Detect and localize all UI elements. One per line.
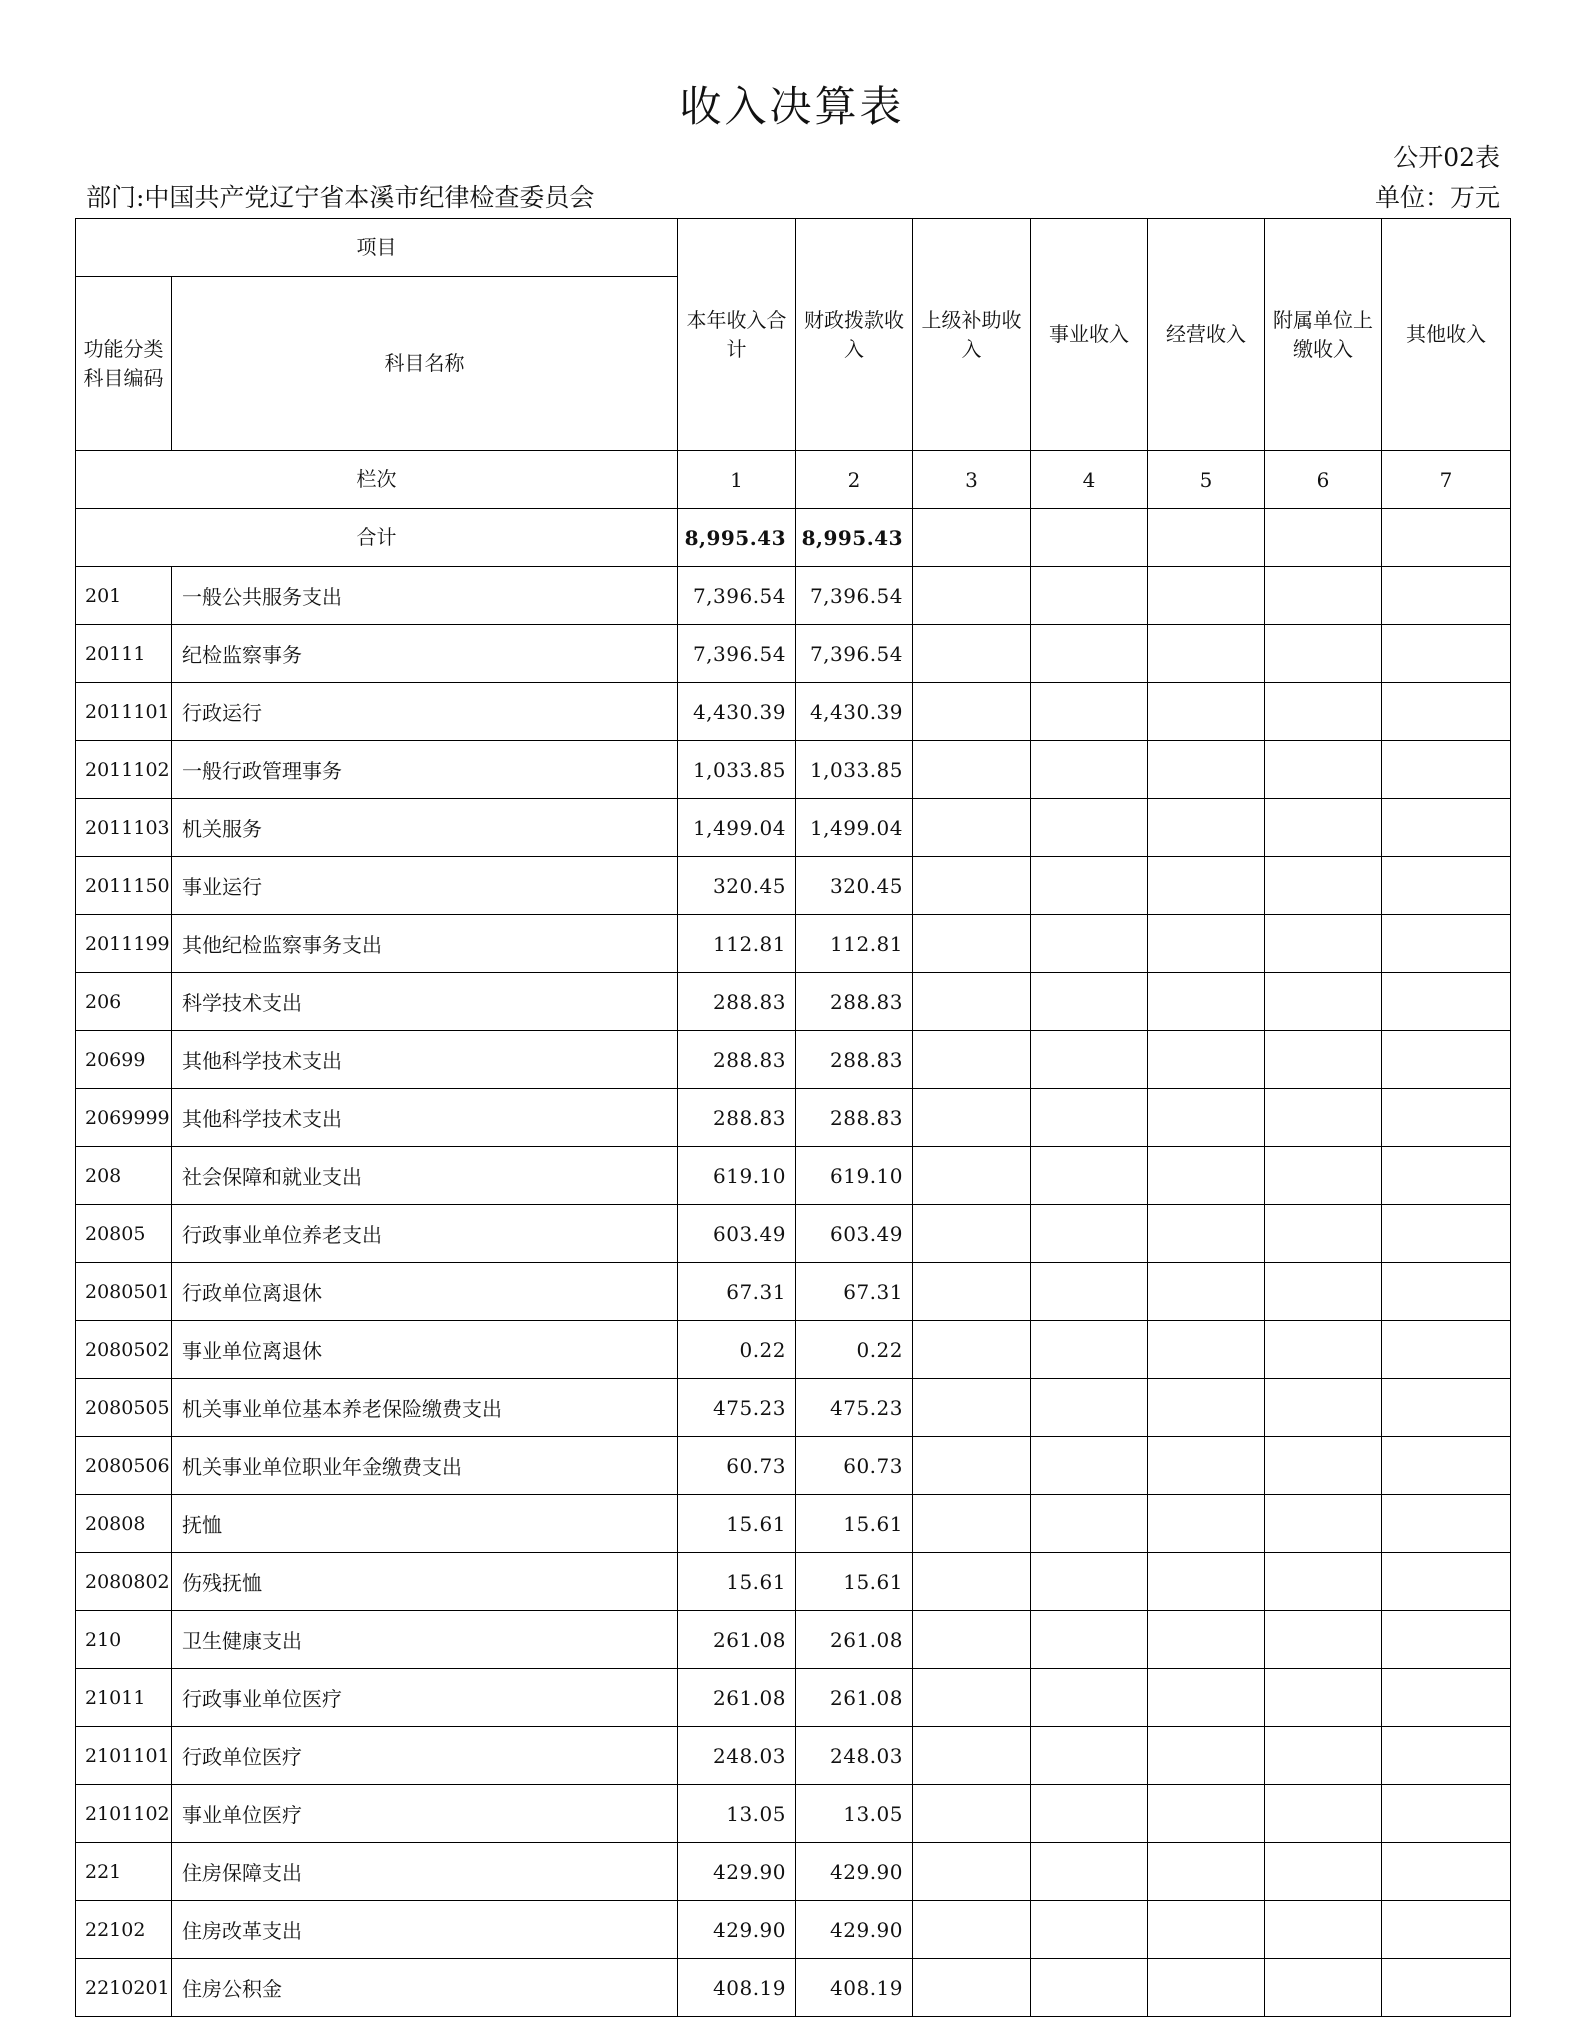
column-header: 附属单位上缴收入 <box>1265 219 1382 451</box>
unit-label: 单位：万元 <box>1374 183 1500 212</box>
empty-cell <box>913 1901 1031 1959</box>
empty-cell <box>1382 509 1511 567</box>
empty-cell <box>1265 1727 1382 1785</box>
empty-cell <box>913 915 1031 973</box>
empty-cell <box>1265 1495 1382 1553</box>
empty-cell <box>1148 1495 1265 1553</box>
column-header: 上级补助收入 <box>913 219 1031 451</box>
row-index-label: 栏次 <box>76 451 678 509</box>
table-row <box>76 1611 1511 1669</box>
row-total-income: 1,033.85 <box>678 741 796 799</box>
row-code: 2210201 <box>76 1959 172 2017</box>
table-row <box>76 1727 1511 1785</box>
empty-cell <box>1265 1437 1382 1495</box>
table-row <box>76 567 1511 625</box>
empty-cell <box>1148 1669 1265 1727</box>
row-subject-name: 其他科学技术支出 <box>172 1031 678 1089</box>
empty-cell <box>1265 1843 1382 1901</box>
project-header: 项目 <box>76 219 678 277</box>
empty-cell <box>1382 915 1511 973</box>
empty-cell <box>1382 1089 1511 1147</box>
row-code: 2069999 <box>76 1089 172 1147</box>
row-code: 22102 <box>76 1901 172 1959</box>
table-row <box>76 683 1511 741</box>
empty-cell <box>1382 1959 1511 2017</box>
row-code: 21011 <box>76 1669 172 1727</box>
row-subject-name: 行政单位医疗 <box>172 1727 678 1785</box>
row-index-number: 5 <box>1148 451 1265 509</box>
row-code: 210 <box>76 1611 172 1669</box>
row-fiscal-allocation: 7,396.54 <box>796 625 913 683</box>
row-code: 2080501 <box>76 1263 172 1321</box>
empty-cell <box>1148 1901 1265 1959</box>
empty-cell <box>1148 1611 1265 1669</box>
row-code: 2080802 <box>76 1553 172 1611</box>
empty-cell <box>1031 1263 1148 1321</box>
empty-cell <box>1031 683 1148 741</box>
empty-cell <box>1382 1379 1511 1437</box>
column-header: 其他收入 <box>1382 219 1511 451</box>
row-total-income: 288.83 <box>678 1031 796 1089</box>
empty-cell <box>1265 1205 1382 1263</box>
empty-cell <box>1031 1379 1148 1437</box>
row-code: 2011101 <box>76 683 172 741</box>
row-code: 208 <box>76 1147 172 1205</box>
row-total-income: 112.81 <box>678 915 796 973</box>
row-fiscal-allocation: 1,033.85 <box>796 741 913 799</box>
row-subject-name: 机关事业单位基本养老保险缴费支出 <box>172 1379 678 1437</box>
empty-cell <box>913 1611 1031 1669</box>
row-fiscal-allocation: 261.08 <box>796 1611 913 1669</box>
empty-cell <box>1265 973 1382 1031</box>
empty-cell <box>913 1263 1031 1321</box>
row-index-number: 3 <box>913 451 1031 509</box>
row-code: 221 <box>76 1843 172 1901</box>
empty-cell <box>1031 1321 1148 1379</box>
empty-cell <box>1265 1379 1382 1437</box>
row-code: 2101102 <box>76 1785 172 1843</box>
empty-cell <box>1382 857 1511 915</box>
row-subject-name: 行政单位离退休 <box>172 1263 678 1321</box>
empty-cell <box>1382 1553 1511 1611</box>
table-row <box>76 1495 1511 1553</box>
empty-cell <box>1382 625 1511 683</box>
empty-cell <box>1382 1147 1511 1205</box>
row-subject-name: 纪检监察事务 <box>172 625 678 683</box>
empty-cell <box>1265 1611 1382 1669</box>
row-index-number: 1 <box>678 451 796 509</box>
empty-cell <box>913 1495 1031 1553</box>
empty-cell <box>913 509 1031 567</box>
row-total-income: 67.31 <box>678 1263 796 1321</box>
empty-cell <box>1265 567 1382 625</box>
table-row <box>76 915 1511 973</box>
row-code: 2011150 <box>76 857 172 915</box>
total-fiscal-value: 8,995.43 <box>796 509 913 567</box>
row-code: 2080505 <box>76 1379 172 1437</box>
column-header: 财政拨款收入 <box>796 219 913 451</box>
empty-cell <box>913 1321 1031 1379</box>
row-fiscal-allocation: 60.73 <box>796 1437 913 1495</box>
empty-cell <box>913 741 1031 799</box>
empty-cell <box>1265 625 1382 683</box>
empty-cell <box>1031 1031 1148 1089</box>
row-fiscal-allocation: 288.83 <box>796 973 913 1031</box>
row-subject-name: 住房保障支出 <box>172 1843 678 1901</box>
empty-cell <box>1265 1785 1382 1843</box>
table-row <box>76 857 1511 915</box>
empty-cell <box>1031 799 1148 857</box>
row-index-number: 6 <box>1265 451 1382 509</box>
row-code: 20111 <box>76 625 172 683</box>
empty-cell <box>1265 1321 1382 1379</box>
table-row <box>76 1321 1511 1379</box>
empty-cell <box>1382 1263 1511 1321</box>
empty-cell <box>1265 915 1382 973</box>
empty-cell <box>1031 1437 1148 1495</box>
empty-cell <box>1148 567 1265 625</box>
empty-cell <box>1382 1611 1511 1669</box>
empty-cell <box>1031 857 1148 915</box>
row-index-number: 7 <box>1382 451 1511 509</box>
empty-cell <box>1031 915 1148 973</box>
income-table <box>75 218 1511 2017</box>
row-total-income: 261.08 <box>678 1669 796 1727</box>
empty-cell <box>1148 1089 1265 1147</box>
empty-cell <box>1265 1959 1382 2017</box>
empty-cell <box>1148 1263 1265 1321</box>
empty-cell <box>1148 1785 1265 1843</box>
row-index-number: 4 <box>1031 451 1148 509</box>
row-subject-name: 事业单位离退休 <box>172 1321 678 1379</box>
empty-cell <box>913 567 1031 625</box>
row-total-income: 4,430.39 <box>678 683 796 741</box>
row-subject-name: 社会保障和就业支出 <box>172 1147 678 1205</box>
empty-cell <box>1148 1843 1265 1901</box>
row-fiscal-allocation: 320.45 <box>796 857 913 915</box>
row-fiscal-allocation: 603.49 <box>796 1205 913 1263</box>
empty-cell <box>1265 683 1382 741</box>
row-fiscal-allocation: 4,430.39 <box>796 683 913 741</box>
empty-cell <box>913 1437 1031 1495</box>
row-total-income: 408.19 <box>678 1959 796 2017</box>
row-fiscal-allocation: 15.61 <box>796 1553 913 1611</box>
row-total-income: 13.05 <box>678 1785 796 1843</box>
form-number: 公开02表 <box>1393 143 1500 172</box>
empty-cell <box>1382 973 1511 1031</box>
row-subject-name: 机关服务 <box>172 799 678 857</box>
empty-cell <box>913 1669 1031 1727</box>
row-subject-name: 行政运行 <box>172 683 678 741</box>
empty-cell <box>1148 1205 1265 1263</box>
code-header: 功能分类科目编码 <box>76 277 172 451</box>
empty-cell <box>1148 741 1265 799</box>
row-fiscal-allocation: 429.90 <box>796 1901 913 1959</box>
empty-cell <box>1148 857 1265 915</box>
table-row <box>76 1379 1511 1437</box>
empty-cell <box>1148 799 1265 857</box>
row-fiscal-allocation: 67.31 <box>796 1263 913 1321</box>
empty-cell <box>1265 1147 1382 1205</box>
row-total-income: 248.03 <box>678 1727 796 1785</box>
empty-cell <box>1031 741 1148 799</box>
row-fiscal-allocation: 475.23 <box>796 1379 913 1437</box>
row-subject-name: 事业运行 <box>172 857 678 915</box>
empty-cell <box>1265 1089 1382 1147</box>
empty-cell <box>1382 1031 1511 1089</box>
empty-cell <box>1031 509 1148 567</box>
empty-cell <box>1148 1959 1265 2017</box>
table-row <box>76 1843 1511 1901</box>
empty-cell <box>1265 1553 1382 1611</box>
empty-cell <box>1031 973 1148 1031</box>
empty-cell <box>1031 1147 1148 1205</box>
department-label: 部门:中国共产党辽宁省本溪市纪律检查委员会 <box>86 183 595 212</box>
row-code: 2011199 <box>76 915 172 973</box>
empty-cell <box>1382 1901 1511 1959</box>
empty-cell <box>1031 1205 1148 1263</box>
empty-cell <box>1148 973 1265 1031</box>
empty-cell <box>1382 1843 1511 1901</box>
row-total-income: 429.90 <box>678 1901 796 1959</box>
empty-cell <box>1382 1205 1511 1263</box>
row-code: 20808 <box>76 1495 172 1553</box>
row-total-income: 603.49 <box>678 1205 796 1263</box>
empty-cell <box>1148 1321 1265 1379</box>
row-code: 2101101 <box>76 1727 172 1785</box>
empty-cell <box>1031 1553 1148 1611</box>
row-index-number: 2 <box>796 451 913 509</box>
empty-cell <box>1148 625 1265 683</box>
row-code: 206 <box>76 973 172 1031</box>
table-row <box>76 625 1511 683</box>
row-fiscal-allocation: 429.90 <box>796 1843 913 1901</box>
row-subject-name: 行政事业单位医疗 <box>172 1669 678 1727</box>
table-row <box>76 1263 1511 1321</box>
subject-name-header: 科目名称 <box>172 277 678 451</box>
row-fiscal-allocation: 619.10 <box>796 1147 913 1205</box>
empty-cell <box>913 1147 1031 1205</box>
empty-cell <box>1031 1843 1148 1901</box>
empty-cell <box>913 1205 1031 1263</box>
empty-cell <box>1148 1147 1265 1205</box>
row-total-income: 1,499.04 <box>678 799 796 857</box>
row-code: 201 <box>76 567 172 625</box>
empty-cell <box>1031 1495 1148 1553</box>
empty-cell <box>913 1089 1031 1147</box>
empty-cell <box>1148 1437 1265 1495</box>
empty-cell <box>1265 799 1382 857</box>
row-total-income: 7,396.54 <box>678 567 796 625</box>
empty-cell <box>1265 1263 1382 1321</box>
empty-cell <box>913 1727 1031 1785</box>
empty-cell <box>1031 1785 1148 1843</box>
table-row <box>76 799 1511 857</box>
row-fiscal-allocation: 408.19 <box>796 1959 913 2017</box>
table-row <box>76 1669 1511 1727</box>
total-income-value: 8,995.43 <box>678 509 796 567</box>
empty-cell <box>913 1959 1031 2017</box>
table-row <box>76 741 1511 799</box>
row-code: 2011103 <box>76 799 172 857</box>
row-subject-name: 其他纪检监察事务支出 <box>172 915 678 973</box>
row-subject-name: 住房公积金 <box>172 1959 678 2017</box>
row-subject-name: 科学技术支出 <box>172 973 678 1031</box>
empty-cell <box>913 799 1031 857</box>
row-total-income: 60.73 <box>678 1437 796 1495</box>
table-row <box>76 1959 1511 2017</box>
empty-cell <box>1382 1785 1511 1843</box>
row-total-income: 0.22 <box>678 1321 796 1379</box>
row-total-income: 7,396.54 <box>678 625 796 683</box>
empty-cell <box>913 973 1031 1031</box>
column-header: 经营收入 <box>1148 219 1265 451</box>
row-code: 2011102 <box>76 741 172 799</box>
empty-cell <box>1382 741 1511 799</box>
row-fiscal-allocation: 7,396.54 <box>796 567 913 625</box>
empty-cell <box>1265 1901 1382 1959</box>
empty-cell <box>1031 1727 1148 1785</box>
table-row <box>76 1147 1511 1205</box>
table-row <box>76 1089 1511 1147</box>
empty-cell <box>1031 625 1148 683</box>
empty-cell <box>1031 1901 1148 1959</box>
row-fiscal-allocation: 261.08 <box>796 1669 913 1727</box>
row-fiscal-allocation: 288.83 <box>796 1089 913 1147</box>
row-code: 2080506 <box>76 1437 172 1495</box>
empty-cell <box>1382 799 1511 857</box>
empty-cell <box>1265 1669 1382 1727</box>
empty-cell <box>913 625 1031 683</box>
row-subject-name: 机关事业单位职业年金缴费支出 <box>172 1437 678 1495</box>
row-total-income: 320.45 <box>678 857 796 915</box>
row-subject-name: 抚恤 <box>172 1495 678 1553</box>
row-subject-name: 伤残抚恤 <box>172 1553 678 1611</box>
empty-cell <box>1031 1089 1148 1147</box>
table-row <box>76 1785 1511 1843</box>
total-label: 合计 <box>76 509 678 567</box>
empty-cell <box>1382 567 1511 625</box>
empty-cell <box>1148 1379 1265 1437</box>
empty-cell <box>1265 1031 1382 1089</box>
empty-cell <box>1382 1437 1511 1495</box>
row-fiscal-allocation: 288.83 <box>796 1031 913 1089</box>
row-subject-name: 行政事业单位养老支出 <box>172 1205 678 1263</box>
empty-cell <box>1148 509 1265 567</box>
empty-cell <box>1265 741 1382 799</box>
empty-cell <box>913 1843 1031 1901</box>
empty-cell <box>1031 1959 1148 2017</box>
empty-cell <box>1148 1553 1265 1611</box>
row-total-income: 261.08 <box>678 1611 796 1669</box>
empty-cell <box>1382 683 1511 741</box>
empty-cell <box>913 1379 1031 1437</box>
row-fiscal-allocation: 248.03 <box>796 1727 913 1785</box>
table-row <box>76 1205 1511 1263</box>
row-subject-name: 卫生健康支出 <box>172 1611 678 1669</box>
row-total-income: 288.83 <box>678 1089 796 1147</box>
row-code: 20805 <box>76 1205 172 1263</box>
empty-cell <box>1382 1495 1511 1553</box>
row-code: 20699 <box>76 1031 172 1089</box>
table-row <box>76 1031 1511 1089</box>
row-total-income: 15.61 <box>678 1553 796 1611</box>
table-body <box>76 219 1511 2017</box>
empty-cell <box>1265 509 1382 567</box>
empty-cell <box>1031 567 1148 625</box>
table-row <box>76 1901 1511 1959</box>
row-subject-name: 事业单位医疗 <box>172 1785 678 1843</box>
empty-cell <box>1265 857 1382 915</box>
empty-cell <box>1382 1669 1511 1727</box>
row-fiscal-allocation: 13.05 <box>796 1785 913 1843</box>
empty-cell <box>1148 915 1265 973</box>
empty-cell <box>1148 1727 1265 1785</box>
row-subject-name: 一般公共服务支出 <box>172 567 678 625</box>
column-header: 本年收入合计 <box>678 219 796 451</box>
row-code: 2080502 <box>76 1321 172 1379</box>
row-fiscal-allocation: 15.61 <box>796 1495 913 1553</box>
row-total-income: 15.61 <box>678 1495 796 1553</box>
empty-cell <box>913 1553 1031 1611</box>
column-header: 事业收入 <box>1031 219 1148 451</box>
empty-cell <box>1031 1669 1148 1727</box>
empty-cell <box>913 857 1031 915</box>
row-fiscal-allocation: 1,499.04 <box>796 799 913 857</box>
empty-cell <box>913 1031 1031 1089</box>
row-total-income: 429.90 <box>678 1843 796 1901</box>
row-subject-name: 住房改革支出 <box>172 1901 678 1959</box>
row-fiscal-allocation: 112.81 <box>796 915 913 973</box>
empty-cell <box>1031 1611 1148 1669</box>
row-total-income: 475.23 <box>678 1379 796 1437</box>
empty-cell <box>913 1785 1031 1843</box>
empty-cell <box>1148 683 1265 741</box>
empty-cell <box>1148 1031 1265 1089</box>
row-subject-name: 一般行政管理事务 <box>172 741 678 799</box>
row-fiscal-allocation: 0.22 <box>796 1321 913 1379</box>
empty-cell <box>1382 1321 1511 1379</box>
empty-cell <box>1382 1727 1511 1785</box>
total-row <box>76 509 1511 567</box>
table-row <box>76 1553 1511 1611</box>
row-total-income: 288.83 <box>678 973 796 1031</box>
empty-cell <box>913 683 1031 741</box>
table-row <box>76 973 1511 1031</box>
table-row <box>76 1437 1511 1495</box>
row-total-income: 619.10 <box>678 1147 796 1205</box>
row-subject-name: 其他科学技术支出 <box>172 1089 678 1147</box>
page-title: 收入决算表 <box>679 82 905 131</box>
